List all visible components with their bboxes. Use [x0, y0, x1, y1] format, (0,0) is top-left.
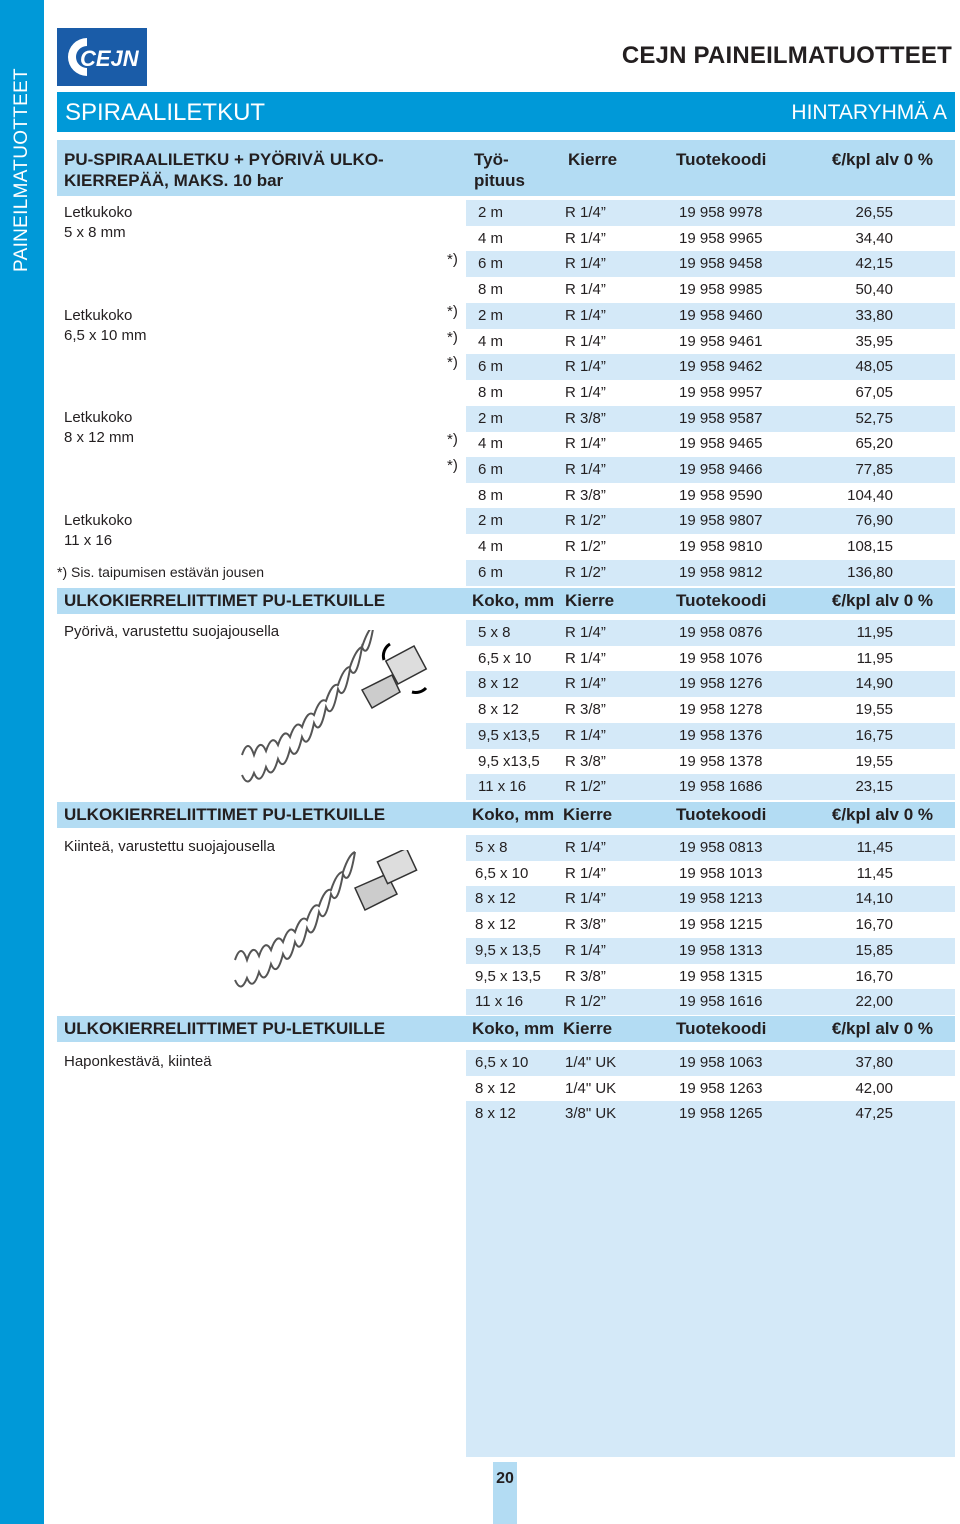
- group-size: 6,5 x 10 mm: [64, 327, 147, 344]
- cell-price: 48,05: [855, 358, 893, 376]
- cell-code: 19 958 1376: [679, 726, 763, 744]
- document-title: CEJN PAINEILMATUOTTEET: [621, 42, 952, 69]
- cell-thread: R 1/2”: [565, 778, 606, 796]
- footnote-mark: *): [447, 251, 458, 269]
- fixed-fitting-illustration: [215, 850, 445, 1000]
- header-code: Tuotekoodi: [676, 1019, 767, 1038]
- table1-title-line2: KIERREPÄÄ, MAKS. 10 bar: [64, 171, 284, 190]
- cell-thread: R 1/4”: [565, 864, 606, 882]
- cell-size: 8 x 12: [475, 916, 516, 934]
- cell-size: 4 m: [478, 538, 504, 556]
- cell-size: 8 m: [478, 281, 504, 299]
- side-label: PAINEILMATUOTTEET: [11, 68, 32, 272]
- cell-size: 8 x 12: [478, 675, 519, 693]
- cell-thread: R 1/4”: [565, 229, 606, 247]
- cell-price: 37,80: [855, 1054, 893, 1071]
- cell-price: 23,15: [855, 778, 893, 796]
- cell-code: 19 958 1213: [679, 890, 763, 908]
- cell-price: 35,95: [855, 332, 893, 350]
- cell-thread: R 1/4”: [565, 675, 606, 693]
- cell-size: 4 m: [478, 435, 504, 453]
- cell-size: 11 x 16: [475, 993, 524, 1011]
- cell-price: 47,25: [855, 1105, 893, 1123]
- cell-size: 8 m: [478, 486, 504, 504]
- cell-thread: R 1/4”: [565, 383, 606, 401]
- cell-thread: R 1/4”: [565, 255, 606, 273]
- header-code: Tuotekoodi: [676, 805, 767, 824]
- hose-size-group-4: [64, 511, 132, 551]
- header-size: Koko, mm: [472, 591, 555, 610]
- group-label: Letkukoko: [64, 409, 133, 426]
- cell-size: 6 m: [478, 255, 504, 273]
- cell-thread: 1/4" UK: [565, 1054, 617, 1071]
- footnote-mark: *): [447, 302, 458, 320]
- cell-price: 11,45: [856, 864, 893, 882]
- header-code: Tuotekoodi: [676, 150, 767, 169]
- cell-thread: R 3/8”: [565, 752, 606, 770]
- cell-size: 2 m: [478, 512, 504, 530]
- cell-size: 11 x 16: [478, 778, 527, 796]
- cell-thread: R 1/2”: [565, 993, 606, 1011]
- cell-thread: R 1/2”: [565, 563, 606, 581]
- side-bar: [0, 0, 44, 1524]
- cell-size: 4 m: [478, 229, 504, 247]
- cell-size: 6,5 x 10: [475, 864, 529, 882]
- cell-code: 19 958 1315: [679, 967, 763, 985]
- cell-price: 22,00: [855, 993, 893, 1011]
- cell-code: 19 958 9466: [679, 461, 763, 478]
- cell-size: 4 m: [478, 332, 504, 350]
- cell-code: 19 958 1686: [679, 778, 763, 796]
- cell-code: 19 958 9985: [679, 281, 763, 299]
- cell-size: 6,5 x 10: [478, 649, 532, 667]
- cell-size: 8 x 12: [475, 890, 516, 908]
- footnote-mark: *): [447, 457, 458, 474]
- section-band: [57, 92, 955, 132]
- group-label: Letkukoko: [64, 512, 133, 529]
- cell-thread: R 3/8”: [565, 701, 606, 719]
- cell-price: 34,40: [855, 229, 893, 247]
- logo-text: CEJN: [80, 46, 139, 71]
- cell-size: 2 m: [478, 306, 504, 324]
- header-thread: Kierre: [563, 805, 613, 824]
- cell-size: 8 m: [478, 383, 504, 401]
- hose-size-group-1: [64, 203, 132, 243]
- group-size: 8 x 12 mm: [64, 429, 135, 446]
- group-label: Letkukoko: [64, 204, 133, 221]
- cell-code: 19 958 1313: [679, 941, 763, 959]
- cell-price: 65,20: [855, 435, 893, 453]
- cell-code: 19 958 9461: [679, 332, 763, 350]
- cell-price: 67,05: [855, 383, 893, 401]
- cell-code: 19 958 9590: [679, 486, 763, 504]
- header-thread: Kierre: [568, 150, 618, 169]
- page-number: 20: [496, 1470, 514, 1487]
- cell-price: 33,80: [855, 306, 893, 324]
- cell-thread: R 3/8”: [565, 916, 606, 934]
- cell-price: 19,55: [855, 701, 893, 719]
- cell-price: 11,45: [856, 839, 893, 856]
- cell-price: 104,40: [847, 486, 893, 504]
- cell-thread: R 1/4”: [565, 281, 606, 299]
- cell-code: 19 958 9462: [679, 358, 763, 376]
- header-price: €/kpl alv 0 %: [831, 150, 933, 169]
- cell-price: 50,40: [855, 281, 893, 299]
- cell-code: 19 958 0876: [679, 624, 763, 641]
- spring-coil: [235, 852, 355, 987]
- cell-price: 16,70: [855, 916, 893, 934]
- footnote: *) Sis. taipumisen estävän jousen: [57, 564, 264, 580]
- cell-code: 19 958 9978: [679, 204, 763, 221]
- cell-code: 19 958 9807: [679, 512, 763, 530]
- cell-size: 5 x 8: [478, 624, 511, 641]
- header-price: €/kpl alv 0 %: [831, 1019, 933, 1038]
- cell-price: 11,95: [856, 649, 893, 667]
- price-group: HINTARYHMÄ A: [791, 101, 947, 124]
- header-size: Koko, mm: [472, 805, 555, 824]
- cell-thread: R 1/2”: [565, 538, 606, 556]
- cell-thread: 3/8" UK: [565, 1105, 617, 1123]
- header-length-line1: Työ-: [474, 150, 509, 169]
- table2-header: [57, 588, 955, 614]
- cell-code: 19 958 1265: [679, 1105, 763, 1123]
- table4-title: ULKOKIERRELIITTIMET PU-LETKUILLE: [64, 1019, 386, 1038]
- cell-size: 9,5 x 13,5: [475, 967, 541, 985]
- cell-code: 19 958 1378: [679, 752, 763, 770]
- cell-thread: R 3/8”: [565, 967, 606, 985]
- cell-thread: R 3/8”: [565, 409, 606, 427]
- cell-size: 6 m: [478, 358, 504, 376]
- cell-code: 19 958 1616: [679, 993, 763, 1011]
- cell-code: 19 958 9957: [679, 383, 763, 401]
- header-length-line2: pituus: [474, 171, 525, 190]
- cell-code: 19 958 9460: [679, 306, 763, 324]
- cell-size: 8 x 12: [478, 701, 519, 719]
- cell-size: 9,5 x 13,5: [475, 941, 541, 959]
- cell-thread: R 1/4”: [565, 435, 606, 453]
- cell-code: 19 958 1076: [679, 649, 763, 667]
- group-label: Letkukoko: [64, 307, 133, 324]
- cell-size: 9,5 x13,5: [478, 726, 540, 744]
- cejn-logo: [57, 28, 147, 86]
- cell-code: 19 958 1215: [679, 916, 763, 934]
- cell-thread: R 1/4”: [565, 358, 606, 376]
- cell-code: 19 958 1063: [679, 1054, 763, 1071]
- group-size: 11 x 16: [64, 532, 113, 549]
- cell-price: 14,90: [855, 675, 893, 693]
- cell-size: 9,5 x13,5: [478, 752, 540, 770]
- cell-thread: R 1/4”: [565, 306, 606, 324]
- cell-thread: R 1/4”: [565, 332, 606, 350]
- cell-price: 11,95: [856, 624, 893, 641]
- empty-column-fill: [466, 1127, 955, 1457]
- cell-size: 8 x 12: [475, 1105, 516, 1123]
- footnote-mark: *): [447, 354, 458, 372]
- footnote-mark: *): [447, 328, 458, 346]
- cell-code: 19 958 1263: [679, 1079, 763, 1097]
- cell-price: 42,15: [855, 255, 893, 273]
- footnote-mark: *): [447, 431, 458, 449]
- cell-size: 2 m: [478, 204, 504, 221]
- cell-price: 76,90: [855, 512, 893, 530]
- table3-header: [57, 802, 955, 828]
- cell-price: 26,55: [855, 204, 893, 221]
- cell-price: 16,70: [855, 967, 893, 985]
- group-size: 5 x 8 mm: [64, 224, 126, 241]
- cell-thread: 1/4" UK: [565, 1079, 617, 1097]
- table2-title: ULKOKIERRELIITTIMET PU-LETKUILLE: [64, 591, 386, 610]
- cell-thread: R 1/2”: [565, 512, 606, 530]
- table3-description: Kiinteä, varustettu suojajousella: [64, 838, 275, 855]
- swivel-fitting-illustration: [222, 630, 452, 800]
- cell-price: 14,10: [855, 890, 893, 908]
- cell-thread: R 1/4”: [565, 204, 606, 221]
- cell-thread: R 1/4”: [565, 941, 606, 959]
- cell-price: 108,15: [847, 538, 893, 556]
- cell-size: 8 x 12: [475, 1079, 516, 1097]
- cell-thread: R 1/4”: [565, 890, 606, 908]
- cell-code: 19 958 9458: [679, 255, 763, 273]
- cell-code: 19 958 9965: [679, 229, 763, 247]
- header-price: €/kpl alv 0 %: [831, 805, 933, 824]
- cell-thread: R 1/4”: [565, 649, 606, 667]
- cell-code: 19 958 0813: [679, 839, 763, 856]
- hose-size-group-2: [64, 306, 147, 346]
- table4-description: Haponkestävä, kiinteä: [64, 1053, 212, 1070]
- cell-thread: R 3/8”: [565, 486, 606, 504]
- table2-description: Pyörivä, varustettu suojajousella: [64, 623, 280, 640]
- cell-code: 19 958 1278: [679, 701, 763, 719]
- cell-price: 19,55: [855, 752, 893, 770]
- cell-thread: R 1/4”: [565, 839, 606, 856]
- cell-code: 19 958 9587: [679, 409, 763, 427]
- hex-nut: [362, 675, 400, 708]
- cell-price: 16,75: [855, 726, 893, 744]
- cell-code: 19 958 9465: [679, 435, 763, 453]
- cell-size: 5 x 8: [475, 839, 508, 856]
- spring-coil: [242, 630, 374, 782]
- header-code: Tuotekoodi: [676, 591, 767, 610]
- cell-size: 6,5 x 10: [475, 1054, 529, 1071]
- cell-price: 52,75: [855, 409, 893, 427]
- cell-size: 6 m: [478, 461, 504, 478]
- cell-code: 19 958 1013: [679, 864, 763, 882]
- cell-code: 19 958 1276: [679, 675, 763, 693]
- header-thread: Kierre: [563, 1019, 613, 1038]
- cell-thread: R 1/4”: [565, 726, 606, 744]
- table3-title: ULKOKIERRELIITTIMET PU-LETKUILLE: [64, 805, 386, 824]
- cell-size: 6 m: [478, 563, 504, 581]
- cell-code: 19 958 9810: [679, 538, 763, 556]
- header-price: €/kpl alv 0 %: [831, 591, 933, 610]
- cell-price: 77,85: [855, 461, 893, 478]
- header-size: Koko, mm: [472, 1019, 555, 1038]
- cell-thread: R 1/4”: [565, 624, 606, 641]
- cell-price: 136,80: [847, 563, 893, 581]
- table1-header: [57, 140, 955, 196]
- cell-price: 15,85: [855, 941, 893, 959]
- cell-code: 19 958 9812: [679, 563, 763, 581]
- cell-thread: R 1/4”: [565, 461, 606, 478]
- section-title: SPIRAALILETKUT: [65, 99, 266, 126]
- page-number-box: [493, 1462, 517, 1524]
- cell-size: 2 m: [478, 409, 504, 427]
- table4-header: [57, 1016, 955, 1042]
- cell-price: 42,00: [855, 1079, 893, 1097]
- table1-title-line1: PU-SPIRAALILETKU + PYÖRIVÄ ULKO-: [64, 150, 384, 169]
- hose-size-group-3: [64, 408, 134, 448]
- header-thread: Kierre: [565, 591, 615, 610]
